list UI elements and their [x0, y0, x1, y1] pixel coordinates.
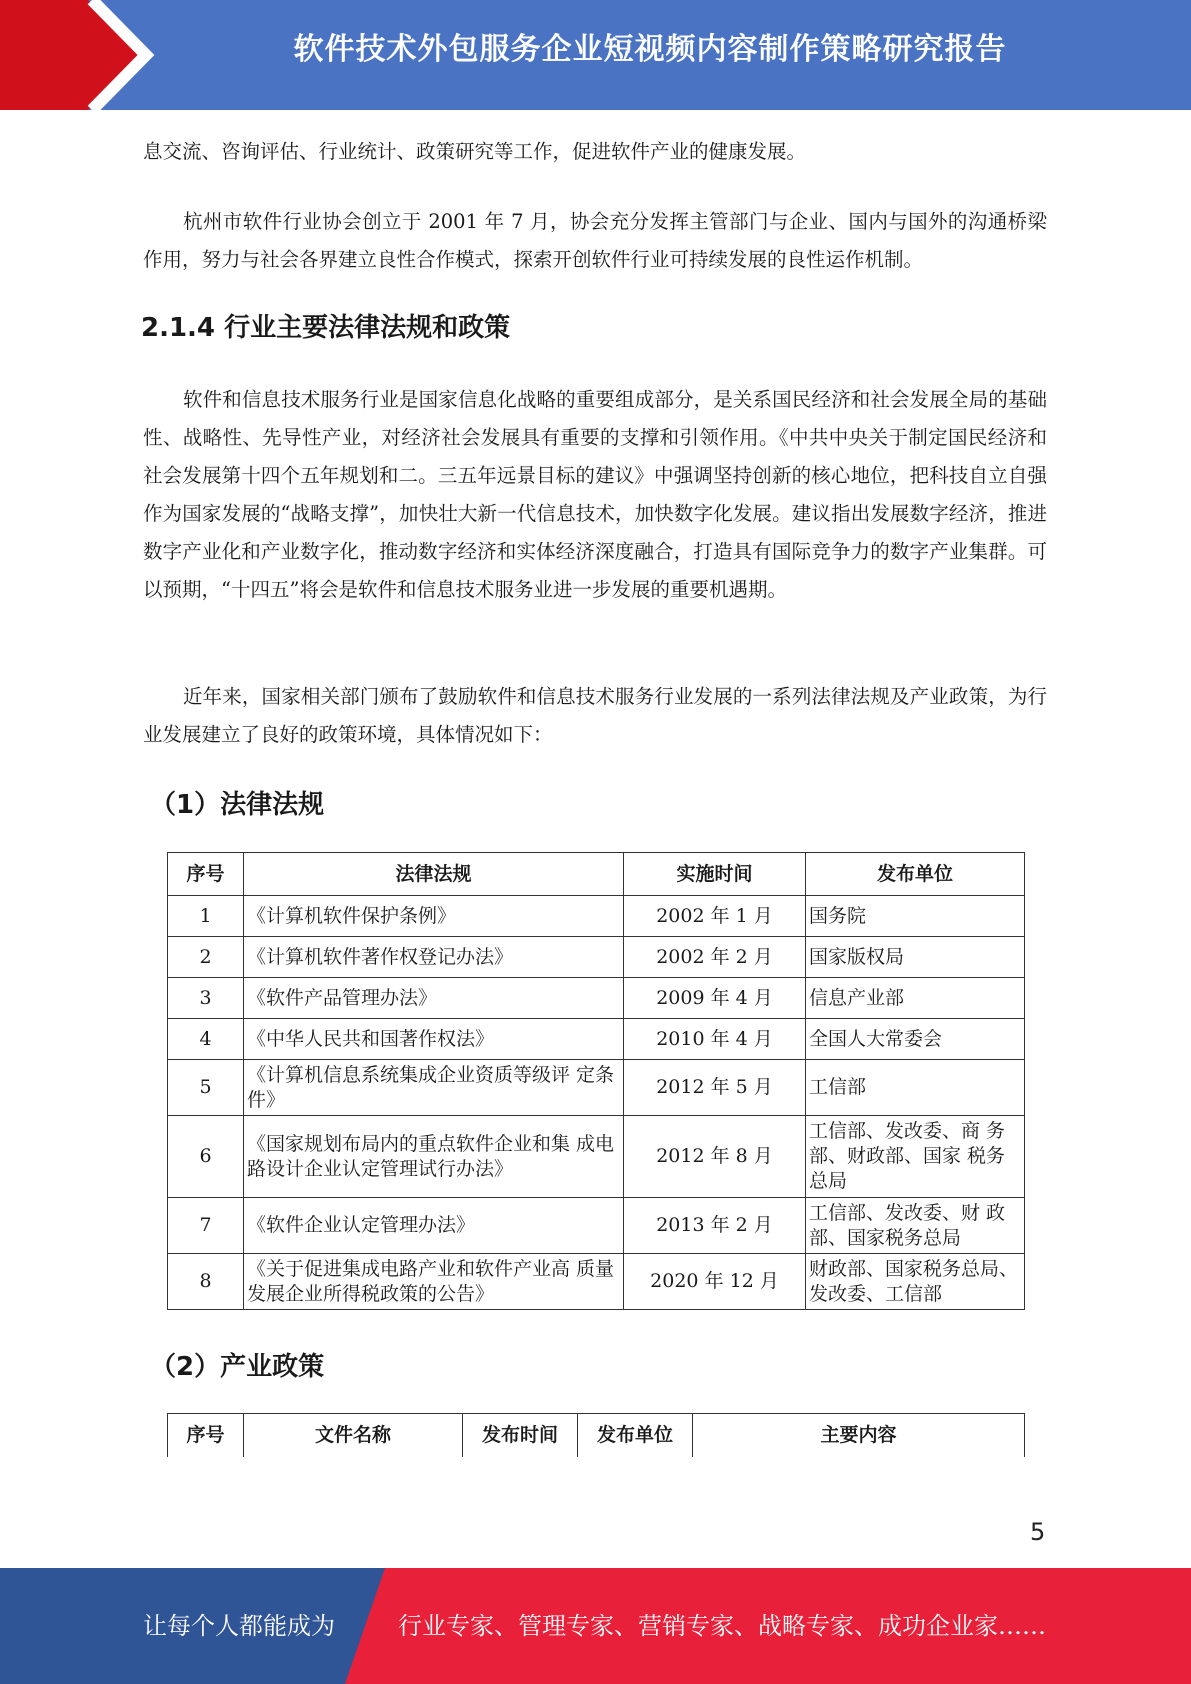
cell-org: 工信部、发改委、财 政部、国家税务总局 [806, 1198, 1025, 1254]
cell-date: 2010 年 4 月 [624, 1019, 806, 1060]
col-header-law: 法律法规 [244, 853, 624, 896]
paragraph-continuation: 息交流、咨询评估、行业统计、政策研究等工作，促进软件产业的健康发展。 [143, 140, 807, 163]
cell-date: 2002 年 2 月 [624, 937, 806, 978]
cell-no: 1 [168, 896, 244, 937]
policies-table [167, 1413, 1025, 1457]
cell-org: 国务院 [806, 896, 1025, 937]
cell-date: 2002 年 1 月 [624, 896, 806, 937]
cell-org: 工信部、发改委、商 务部、财政部、国家 税务总局 [806, 1116, 1025, 1198]
table-row [168, 978, 1025, 1019]
cell-law: 《计算机软件著作权登记办法》 [244, 937, 624, 978]
section-heading: 2.1.4 行业主要法律法规和政策 [141, 313, 511, 343]
cell-org: 信息产业部 [806, 978, 1025, 1019]
cell-law: 《关于促进集成电路产业和软件产业高 质量发展企业所得税政策的公告》 [244, 1254, 624, 1310]
cell-no: 8 [168, 1254, 244, 1310]
cell-org: 工信部 [806, 1060, 1025, 1116]
cell-law: 《计算机软件保护条例》 [244, 896, 624, 937]
table-row [168, 937, 1025, 978]
policies-heading: （2）产业政策 [150, 1352, 325, 1382]
cell-law: 《软件企业认定管理办法》 [244, 1198, 624, 1254]
page-header [0, 0, 1191, 110]
laws-table [167, 852, 1025, 1310]
paragraph-industry-overview: 软件和信息技术服务行业是国家信息化战略的重要组成部分，是关系国民经济和社会发展全局的基础性、战略性、先导性产业，对经济社会发展具有重要的支撑和引领作用。《中共中央关于制定国民经济和社会发展第十四个五年规划和二。三五年远景目标的建议》中强调坚持创新的核心地位，把科技自立自强作为国家发展的“战略支撑”，加快壮大新一代信息技术，加快数字化发展。建议指出发展数字经济，推进数字产业化和产业数字化，推动数字经济和实体经济深度融合，打造具有国际竞争力的数字产业集群。可以预期，“十四五”将会是软件和信息技术服务业进一步发展的重要机遇期。 [143, 388, 1047, 601]
paragraph-policy-intro: 近年来，国家相关部门颁布了鼓励软件和信息技术服务行业发展的一系列法律法规及产业政策，为行业发展建立了良好的政策环境，具体情况如下： [143, 685, 1047, 746]
cell-law: 《软件产品管理办法》 [244, 978, 624, 1019]
col-header-org: 发布单位 [578, 1414, 693, 1457]
cell-no: 7 [168, 1198, 244, 1254]
cell-no: 2 [168, 937, 244, 978]
cell-no: 3 [168, 978, 244, 1019]
page-footer [0, 1568, 1191, 1684]
laws-heading: （1）法律法规 [150, 790, 325, 820]
col-header-date: 发布时间 [463, 1414, 578, 1457]
cell-no: 5 [168, 1060, 244, 1116]
page-number: 5 [1030, 1518, 1046, 1546]
paragraph-hangzhou-association: 杭州市软件行业协会创立于 2001 年 7 月，协会充分发挥主管部门与企业、国内与国外的沟通桥梁作用，努力与社会各界建立良性合作模式，探索开创软件行业可持续发展的良性运作机制。 [143, 210, 1047, 271]
col-header-content: 主要内容 [693, 1414, 1025, 1457]
col-header-date: 实施时间 [624, 853, 806, 896]
col-header-no: 序号 [168, 1414, 244, 1457]
cell-no: 4 [168, 1019, 244, 1060]
cell-law: 《中华人民共和国著作权法》 [244, 1019, 624, 1060]
cell-org: 国家版权局 [806, 937, 1025, 978]
cell-date: 2012 年 8 月 [624, 1116, 806, 1198]
table-row [168, 896, 1025, 937]
col-header-doc-name: 文件名称 [244, 1414, 463, 1457]
header-arrow-graphic [0, 0, 160, 110]
table-row [168, 1116, 1025, 1198]
table-row [168, 1019, 1025, 1060]
cell-date: 2009 年 4 月 [624, 978, 806, 1019]
cell-law: 《国家规划布局内的重点软件企业和集 成电路设计企业认定管理试行办法》 [244, 1116, 624, 1198]
cell-no: 6 [168, 1116, 244, 1198]
table-row [168, 1060, 1025, 1116]
header-title: 软件技术外包服务企业短视频内容制作策略研究报告 [293, 32, 1007, 67]
table-row [168, 1198, 1025, 1254]
table-header-row [168, 853, 1025, 896]
col-header-no: 序号 [168, 853, 244, 896]
cell-date: 2013 年 2 月 [624, 1198, 806, 1254]
footer-slogan-left: 让每个人都能成为 [143, 1612, 335, 1640]
table-header-row [168, 1414, 1025, 1457]
cell-org: 全国人大常委会 [806, 1019, 1025, 1060]
cell-org: 财政部、国家税务总局、发改委、工信部 [806, 1254, 1025, 1310]
footer-slogan-right: 行业专家、管理专家、营销专家、战略专家、成功企业家…… [398, 1612, 1046, 1640]
col-header-org: 发布单位 [806, 853, 1025, 896]
table-row [168, 1254, 1025, 1310]
cell-date: 2020 年 12 月 [624, 1254, 806, 1310]
cell-date: 2012 年 5 月 [624, 1060, 806, 1116]
cell-law: 《计算机信息系统集成企业资质等级评 定条件》 [244, 1060, 624, 1116]
